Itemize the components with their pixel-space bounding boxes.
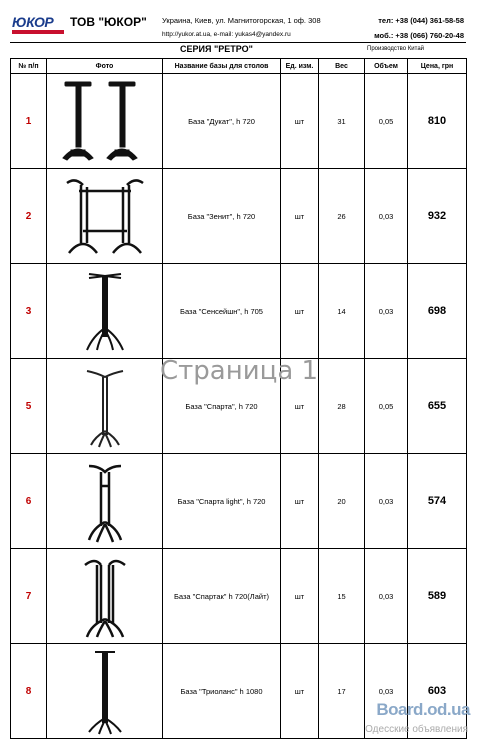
col-header-photo: Фото (47, 59, 163, 74)
col-header-unit: Ед. изм. (281, 59, 319, 74)
price-table (10, 58, 467, 739)
product-unit: шт (281, 264, 319, 359)
row-number: 1 (11, 74, 47, 169)
product-name: База "Спарта", h 720 (163, 359, 281, 454)
product-weight: 14 (319, 264, 365, 359)
product-weight: 17 (319, 644, 365, 739)
logo-bar (12, 30, 64, 34)
product-unit: шт (281, 549, 319, 644)
series-title: СЕРИЯ "РЕТРО" (180, 44, 253, 54)
row-number: 7 (11, 549, 47, 644)
product-price: 589 (408, 549, 467, 644)
product-weight: 26 (319, 169, 365, 264)
product-weight: 15 (319, 549, 365, 644)
series-row (10, 43, 466, 56)
page-watermark: Страница 1 (160, 356, 319, 386)
site-watermark-subtitle: Одесские объявления (365, 724, 468, 735)
product-photo (47, 169, 163, 264)
col-header-volume: Объем (365, 59, 408, 74)
header (10, 12, 466, 42)
product-price: 574 (408, 454, 467, 549)
table-row (11, 169, 467, 264)
table-row (11, 549, 467, 644)
table-row (11, 74, 467, 169)
origin-note: Производство Китай (367, 46, 425, 52)
product-photo (47, 549, 163, 644)
product-photo (47, 74, 163, 169)
product-name: База "Спарта light", h 720 (163, 454, 281, 549)
col-header-price: Цена, грн (408, 59, 467, 74)
row-number: 6 (11, 454, 47, 549)
product-photo (47, 644, 163, 739)
product-volume: 0,03 (365, 549, 408, 644)
product-weight: 31 (319, 74, 365, 169)
table-base-triolans-image (55, 646, 155, 736)
logo-text: ЮКОР (12, 14, 54, 30)
product-price: 655 (408, 359, 467, 454)
product-name: База "Триоланс" h 1080 (163, 644, 281, 739)
product-price: 698 (408, 264, 467, 359)
product-photo (47, 359, 163, 454)
product-price: 810 (408, 74, 467, 169)
product-weight: 28 (319, 359, 365, 454)
company-address: Украина, Киев, ул. Магнитогорская, 1 оф. 308 (162, 16, 321, 25)
row-number: 5 (11, 359, 47, 454)
table-base-spartak-image (55, 551, 155, 641)
product-photo (47, 264, 163, 359)
table-row (11, 454, 467, 549)
product-name: База "Зенит", h 720 (163, 169, 281, 264)
product-volume: 0,05 (365, 359, 408, 454)
row-number: 8 (11, 644, 47, 739)
product-volume: 0,03 (365, 264, 408, 359)
product-unit: шт (281, 74, 319, 169)
table-base-pedestal-image (55, 266, 155, 356)
phone-mob: моб.: +38 (066) 760-20-48 (374, 31, 464, 40)
table-base-frame-image (55, 171, 155, 261)
product-volume: 0,05 (365, 74, 408, 169)
row-number: 3 (11, 264, 47, 359)
table-base-sparta-light-image (55, 456, 155, 546)
product-unit: шт (281, 169, 319, 264)
col-header-weight: Вес (319, 59, 365, 74)
product-name: База "Дукат", h 720 (163, 74, 281, 169)
product-unit: шт (281, 644, 319, 739)
product-price: 603 (408, 644, 467, 739)
product-weight: 20 (319, 454, 365, 549)
product-unit: шт (281, 454, 319, 549)
site-watermark: Board.od.ua (376, 700, 470, 719)
product-volume: 0,03 (365, 169, 408, 264)
col-header-num: № п/п (11, 59, 47, 74)
phone-tel: тел: +38 (044) 361-58-58 (378, 16, 464, 25)
product-name: База "Сенсейшн", h 705 (163, 264, 281, 359)
company-web-email: http://yukor.at.ua, e-mail: yukas4@yandex.ru (162, 31, 291, 38)
product-price: 932 (408, 169, 467, 264)
product-photo (47, 454, 163, 549)
table-row (11, 264, 467, 359)
product-name: База "Спартак" h 720(Лайт) (163, 549, 281, 644)
table-base-double-image (55, 76, 155, 166)
company-name: ТОВ "ЮКОР" (70, 15, 147, 29)
product-volume: 0,03 (365, 454, 408, 549)
row-number: 2 (11, 169, 47, 264)
table-base-sparta-image (55, 361, 155, 451)
col-header-name: Название базы для столов (163, 59, 281, 74)
table-header-row (11, 59, 467, 74)
product-unit: шт (281, 359, 319, 454)
company-logo (12, 14, 64, 36)
product-volume: 0,03 (365, 644, 408, 739)
